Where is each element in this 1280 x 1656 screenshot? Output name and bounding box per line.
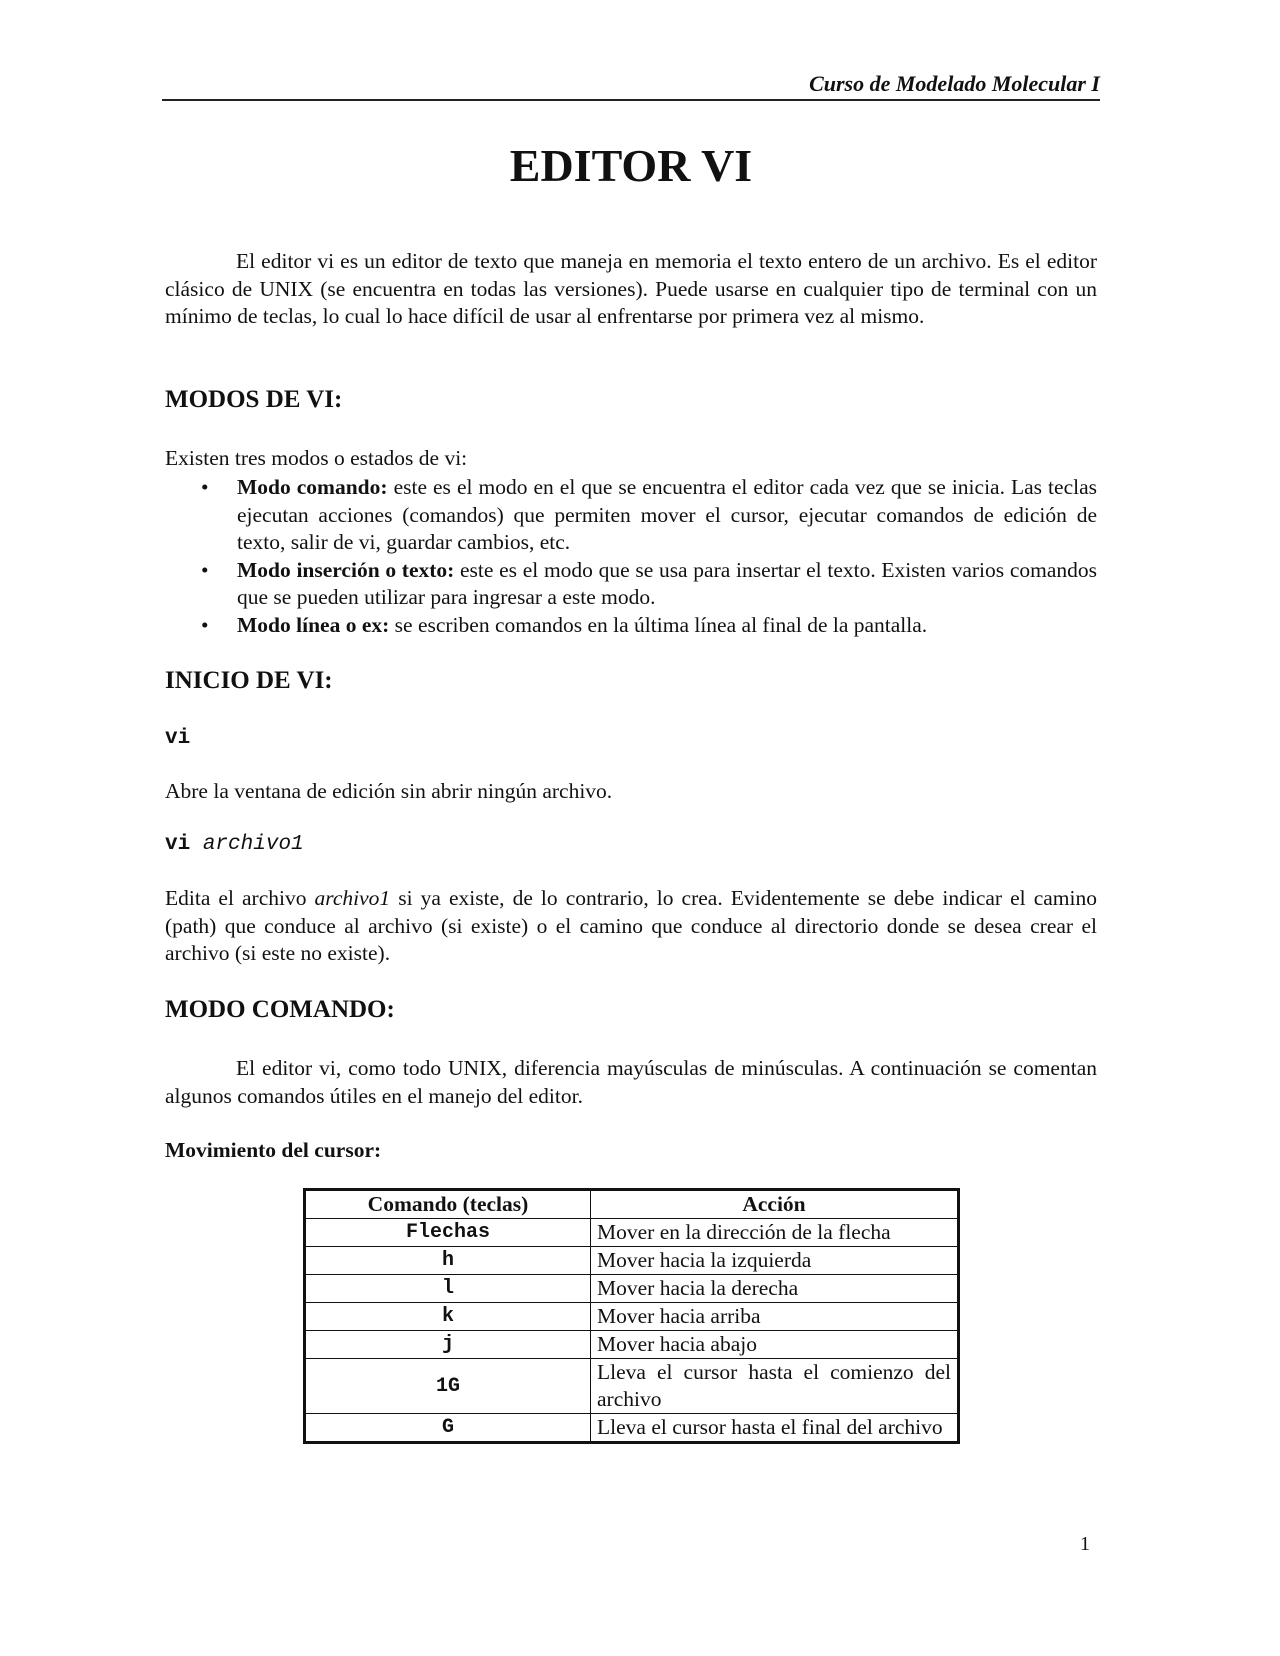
description-text: si ya existe, de lo contrario, lo crea. Evidentemente se debe indicar el camino (path) que conduce al archivo (si existe) o el camino que conduce al directorio donde se desea crear el archivo (si este no existe).	[165, 886, 1097, 965]
command-key: 1G	[305, 1359, 591, 1414]
start-heading: INICIO DE VI:	[165, 667, 333, 694]
command-mode-intro: El editor vi, como todo UNIX, diferencia mayúsculas de minúsculas. A continuación se comentan algunos comandos útiles en el manejo del editor.	[165, 1056, 1097, 1108]
table-header-row	[305, 1190, 959, 1219]
table-row	[305, 1303, 959, 1331]
command-key: G	[305, 1414, 591, 1443]
description-text: Edita el archivo	[165, 886, 315, 910]
bullet-icon: •	[201, 557, 209, 582]
description-argument: archivo1	[314, 886, 391, 910]
command-key: Flechas	[305, 1219, 591, 1247]
mode-label: Modo inserción o texto:	[237, 557, 455, 582]
command-action: Mover hacia abajo	[591, 1331, 959, 1359]
modes-list	[165, 474, 1097, 639]
cursor-movement-heading: Movimiento del cursor:	[165, 1138, 382, 1162]
command-action: Lleva el cursor hasta el final del archivo	[591, 1414, 959, 1443]
command-name: vi	[165, 727, 191, 750]
command-action: Mover en la dirección de la flecha	[591, 1219, 959, 1247]
list-item	[165, 474, 1097, 557]
running-header: Curso de Modelado Molecular I	[809, 71, 1100, 96]
mode-description: se escriben comandos en la última línea al final de la pantalla.	[389, 612, 928, 637]
table-row	[305, 1275, 959, 1303]
header-rule	[162, 99, 1100, 101]
intro-paragraph: El editor vi es un editor de texto que maneja en memoria el texto entero de un archivo. Es el editor clásico de UNIX (se encuentra en todas las versiones). Puede usarse en cualquier tipo de terminal con un mínimo de teclas, lo cual lo hace difícil de usar al enfrentarse por primera vez al mismo.	[165, 249, 1097, 328]
command-argument: archivo1	[202, 833, 304, 856]
column-header-command: Comando (teclas)	[305, 1190, 591, 1219]
command-key: j	[305, 1331, 591, 1359]
command-key: h	[305, 1247, 591, 1275]
page-number: 1	[1080, 1533, 1090, 1555]
command-vi	[165, 725, 190, 752]
bullet-icon: •	[201, 475, 209, 499]
list-item	[165, 557, 1097, 612]
command-action: Mover hacia la derecha	[591, 1275, 959, 1303]
column-header-action: Acción	[591, 1190, 959, 1219]
command-vi-archivo-description	[165, 885, 1097, 968]
mode-description: este es el modo en el que se encuentra el editor cada vez que se inicia. Las teclas ejecutan acciones (comandos) que permiten mover el cursor, ejecutar comandos de edición de texto, salir de vi, guardar cambios, etc.	[237, 475, 1097, 554]
modes-lead: Existen tres modos o estados de vi:	[165, 446, 468, 470]
command-key: l	[305, 1275, 591, 1303]
document-title: EDITOR VI	[509, 140, 753, 191]
command-vi-archivo	[165, 831, 304, 858]
bullet-icon: •	[201, 612, 209, 637]
table-row	[305, 1247, 959, 1275]
command-name: vi	[165, 833, 191, 856]
modes-heading: MODOS DE VI:	[165, 386, 343, 413]
command-action: Lleva el cursor hasta el comienzo del archivo	[591, 1359, 959, 1414]
command-action: Mover hacia arriba	[591, 1303, 959, 1331]
cursor-commands-table	[303, 1188, 960, 1444]
command-vi-description: Abre la ventana de edición sin abrir ningún archivo.	[165, 779, 613, 803]
table-row	[305, 1219, 959, 1247]
command-key: k	[305, 1303, 591, 1331]
command-action: Mover hacia la izquierda	[591, 1247, 959, 1275]
table-row	[305, 1414, 959, 1443]
mode-description: este es el modo que se usa para insertar el texto. Existen varios comandos que se pueden utilizar para ingresar a este modo.	[237, 557, 1097, 609]
mode-label: Modo comando:	[237, 475, 388, 499]
table-row	[305, 1331, 959, 1359]
mode-label: Modo línea o ex:	[237, 612, 390, 637]
table-row	[305, 1359, 959, 1414]
command-mode-heading: MODO COMANDO:	[165, 996, 395, 1023]
list-item	[165, 612, 1097, 640]
